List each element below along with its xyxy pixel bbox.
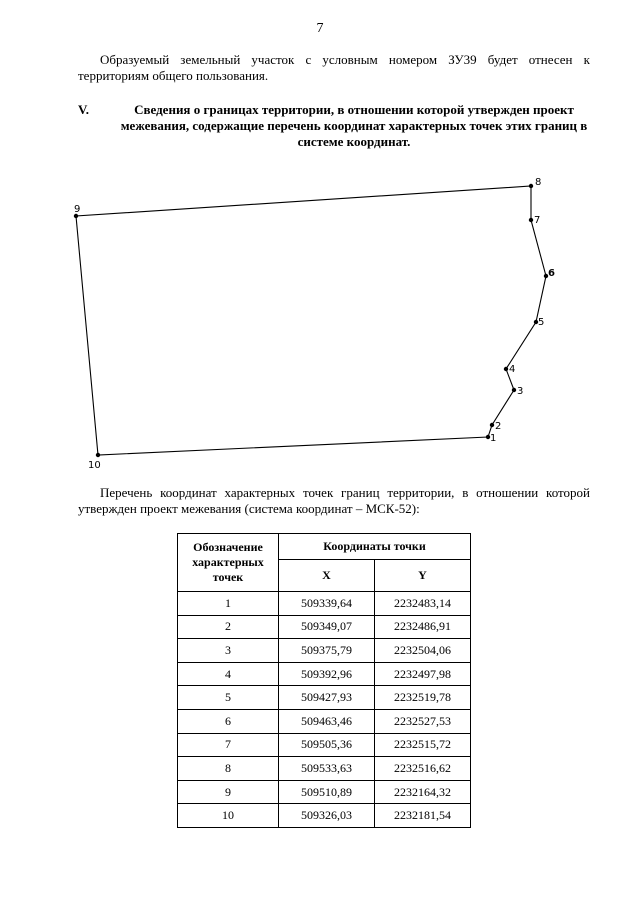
vertex-10 [96, 453, 100, 457]
x-value: 509392,96 [279, 662, 375, 686]
table-row [178, 592, 471, 616]
point-id: 2 [178, 615, 279, 639]
y-value: 2232515,72 [375, 733, 471, 757]
header-y: Y [375, 560, 471, 592]
x-value: 509349,07 [279, 615, 375, 639]
vertex-2 [490, 423, 494, 427]
x-value: 509510,89 [279, 780, 375, 804]
point-id: 3 [178, 639, 279, 663]
vertex-8 [529, 184, 533, 188]
y-value: 2232486,91 [375, 615, 471, 639]
y-value: 2232527,53 [375, 709, 471, 733]
y-value: 2232483,14 [375, 592, 471, 616]
y-value: 2232164,32 [375, 780, 471, 804]
x-value: 509375,79 [279, 639, 375, 663]
section-heading [78, 102, 590, 150]
point-id: 5 [178, 686, 279, 710]
table-row [178, 615, 471, 639]
y-value: 2232519,78 [375, 686, 471, 710]
point-label-3: 3 [517, 386, 524, 397]
point-id: 8 [178, 757, 279, 781]
table-row [178, 686, 471, 710]
table-row [178, 639, 471, 663]
point-id: 6 [178, 709, 279, 733]
point-id: 1 [178, 592, 279, 616]
point-id: 4 [178, 662, 279, 686]
header-coordinates: Координаты точки [279, 534, 471, 560]
point-label-7: 7 [534, 215, 541, 226]
point-label-10: 10 [88, 460, 101, 471]
table-row [178, 662, 471, 686]
point-id: 10 [178, 804, 279, 828]
y-value: 2232504,06 [375, 639, 471, 663]
header-x: X [279, 560, 375, 592]
point-label-9: 9 [74, 204, 81, 215]
table-row [178, 804, 471, 828]
x-value: 509339,64 [279, 592, 375, 616]
y-value: 2232497,98 [375, 662, 471, 686]
point-id: 9 [178, 780, 279, 804]
coordinates-table [177, 533, 471, 828]
table-row [178, 780, 471, 804]
table-row [178, 733, 471, 757]
point-label-1: 1 [490, 433, 497, 444]
section-title: Сведения о границах территории, в отношении которой утвержден проект межевания, содержащие перечень координат характерных точек этих границ в системе координат. [120, 102, 588, 149]
x-value: 509533,63 [279, 757, 375, 781]
vertex-7 [529, 218, 533, 222]
point-label-4: 4 [509, 364, 516, 375]
point-label-2: 2 [495, 421, 502, 432]
boundary-vertices [74, 184, 548, 457]
intro-paragraph: Образуемый земельный участок с условным номером ЗУ39 будет отнесен к территориям общего пользования. [78, 52, 590, 83]
page-number: 7 [316, 21, 324, 36]
vertex-4 [504, 367, 508, 371]
table-row [178, 757, 471, 781]
x-value: 509463,46 [279, 709, 375, 733]
x-value: 509505,36 [279, 733, 375, 757]
x-value: 509427,93 [279, 686, 375, 710]
table-row [178, 709, 471, 733]
point-label-8: 8 [535, 177, 542, 188]
vertex-3 [512, 388, 516, 392]
y-value: 2232181,54 [375, 804, 471, 828]
point-label-6: 6 [548, 268, 555, 279]
x-value: 509326,03 [279, 804, 375, 828]
point-id: 7 [178, 733, 279, 757]
boundary-polygon [76, 186, 546, 455]
point-label-5: 5 [538, 317, 545, 328]
table-caption: Перечень координат характерных точек границ территории, в отношении которой утвержден проект межевания (система координат – МСК-52): [78, 485, 590, 516]
header-point-designation: Обозначение характерных точек [178, 534, 279, 592]
boundary-diagram [60, 172, 580, 472]
y-value: 2232516,62 [375, 757, 471, 781]
section-number: V. [78, 102, 89, 117]
